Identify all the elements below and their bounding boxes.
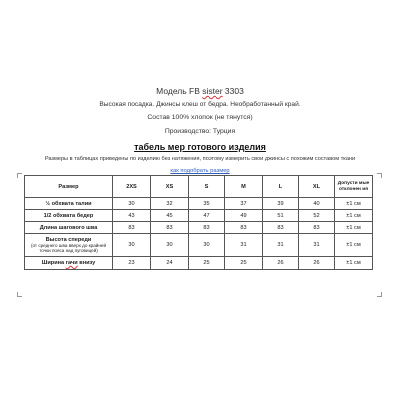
- size-col-header: XL: [299, 176, 335, 198]
- table-cell: 52: [299, 210, 335, 222]
- row-label-wavy: гачи: [65, 260, 78, 266]
- table-cell: 25: [225, 257, 263, 270]
- tolerance-cell: ±1 см: [335, 210, 373, 222]
- size-col-header: L: [263, 176, 299, 198]
- production-line: Производство: Турция: [164, 128, 236, 135]
- table-row: [25, 234, 373, 257]
- table-cell: 37: [225, 198, 263, 210]
- model-name: Модель FB sister 3303: [156, 86, 244, 96]
- tolerance-cell: ±1 см: [335, 198, 373, 210]
- table-cell: 83: [151, 222, 189, 234]
- table-cell: 39: [263, 198, 299, 210]
- tolerance-header: Допусти мые отклонен ия: [335, 176, 373, 198]
- table-cell: 30: [113, 234, 151, 257]
- table-cell: 30: [151, 234, 189, 257]
- size-table: [24, 175, 373, 270]
- table-header-row: [25, 176, 373, 198]
- size-col-header: S: [189, 176, 225, 198]
- table-cell: 49: [225, 210, 263, 222]
- table-cell: 45: [151, 210, 189, 222]
- corner-marker: [17, 292, 22, 297]
- tolerance-cell: ±1 см: [335, 222, 373, 234]
- row-label-main: Высота спереди: [45, 236, 92, 243]
- size-guide-link[interactable]: как подобрать размер: [170, 168, 230, 174]
- table-cell: 83: [225, 222, 263, 234]
- table-cell: 24: [151, 257, 189, 270]
- table-cell: 31: [299, 234, 335, 257]
- size-col-header: XS: [151, 176, 189, 198]
- table-cell: 83: [299, 222, 335, 234]
- corner-marker: [17, 173, 22, 178]
- table-cell: 83: [113, 222, 151, 234]
- tolerance-cell: ±1 см: [335, 234, 373, 257]
- size-header: Размер: [25, 176, 113, 198]
- corner-marker: [377, 173, 382, 178]
- composition-line: Состав 100% хлопок (не тянутся): [147, 114, 253, 121]
- table-cell: 30: [189, 234, 225, 257]
- table-cell: 31: [225, 234, 263, 257]
- size-note: Размеры в таблицах приведены по изделию без натяжения, поэтому измерить свои джинсы с похожим составом ткани: [44, 156, 356, 162]
- table-cell: 32: [151, 198, 189, 210]
- row-label: [25, 234, 113, 257]
- description-line: Высокая посадка. Джинсы клеш от бедра. Необработанный край.: [99, 101, 301, 108]
- table-cell: 31: [263, 234, 299, 257]
- table-cell: 47: [189, 210, 225, 222]
- row-label: Длина шагового шва: [25, 222, 113, 234]
- table-cell: 83: [189, 222, 225, 234]
- table-row: [25, 198, 373, 210]
- table-cell: 40: [299, 198, 335, 210]
- size-col-header: 2XS: [113, 176, 151, 198]
- table-cell: 25: [189, 257, 225, 270]
- table-cell: 83: [263, 222, 299, 234]
- table-cell: 51: [263, 210, 299, 222]
- row-label: ½ обхвата талии: [25, 198, 113, 210]
- size-col-header: M: [225, 176, 263, 198]
- row-label: 1/2 обхвата бедер: [25, 210, 113, 222]
- table-cell: 26: [299, 257, 335, 270]
- row-label: Ширина гачи внизу: [25, 257, 113, 270]
- corner-marker: [377, 292, 382, 297]
- table-cell: 35: [189, 198, 225, 210]
- table-row: [25, 257, 373, 270]
- table-row: [25, 210, 373, 222]
- model-word: sister: [202, 86, 223, 96]
- table-cell: 43: [113, 210, 151, 222]
- table-cell: 26: [263, 257, 299, 270]
- table-cell: 23: [113, 257, 151, 270]
- row-label-sub: (от среднего шва вверх до крайней точки пояса над пуговицей): [30, 242, 107, 253]
- tolerance-cell: ±1 см: [335, 257, 373, 270]
- table-title: табель мер готового изделия: [134, 142, 266, 152]
- table-row: [25, 222, 373, 234]
- table-cell: 30: [113, 198, 151, 210]
